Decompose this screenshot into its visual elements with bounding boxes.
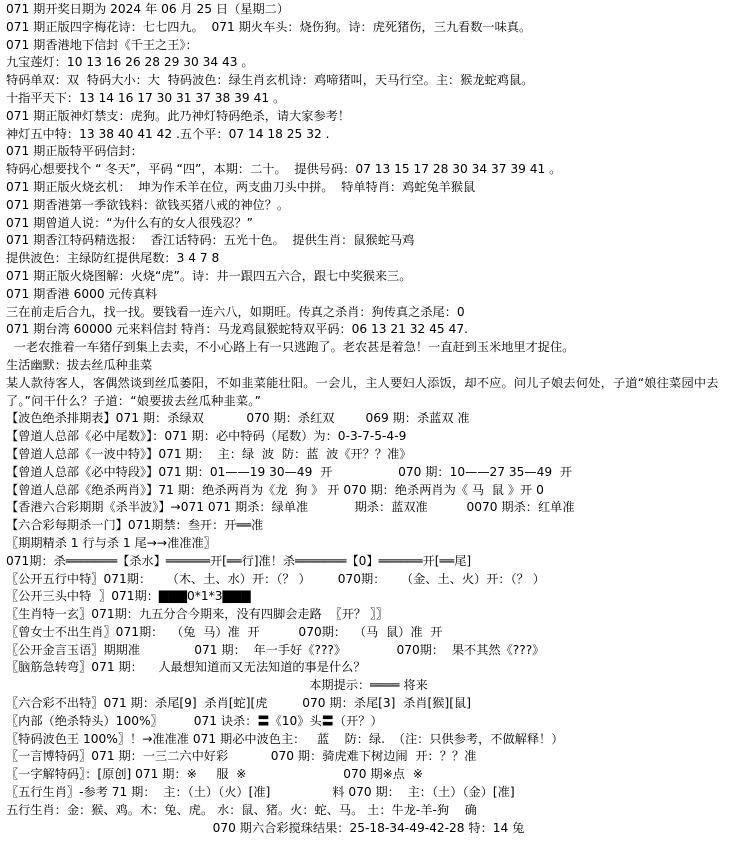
wave-king-line: 〖特码波色王 100%〗！→准准准 071 期必中波色主： 蓝 防：绿. （注：只供参考，不做解释！） <box>6 731 564 746</box>
kill-one-gate-line: 【六合彩每期杀一门】071期禁：叁开：开══准 <box>6 518 264 533</box>
kill-row-tail-line: 〖期期精杀 1 行与杀 1 尾→→准准准〗 <box>6 535 216 550</box>
five-elements-line: 〖公开五行中特〗071期： （木、土、水）开：（？ ） 070期： （金、土、火）开：（？ ） <box>6 571 545 586</box>
golden-words-line: 〖公开金言玉语〗期期准 071 期： 年一手好《???》 070期： 果不其然《???》 <box>6 642 545 657</box>
zeng-wave-line: 【曾道人总部《一波中特》】071 期： 主：绿 波 防：蓝 波《开？？准》 <box>6 446 412 461</box>
first-season-line: 071 期香港第一季欲钱料：欲钱买猪八戒的神位？。 <box>6 197 290 212</box>
kill-water-line: 071期：杀═══════【杀水】══════开[══行]准！杀═══════【0】══════开[══尾] <box>6 553 472 568</box>
xiangjiang-line: 071 期香江特码精选报： 香江话特码：五光十色。 提供生肖：鼠猴蛇马鸡 <box>6 233 415 248</box>
plum-poem-line: 071 期正版四字梅花诗：七七四九。 071 期火车头：烧伤狗。诗：虎死猪伤，三九看数一味真。 <box>6 19 532 34</box>
three-heads-line: 〖公开三头中特 〗071期：▇▇▇0*1*3▇▇▇ <box>6 589 251 604</box>
fire-mystery-line: 071 期正版火烧玄机： 坤为作禾羊在位，两支曲刀头中拼。 特单特肖：鸡蛇兔羊猴鼠 <box>6 179 476 194</box>
humor-title-line: 生活幽默：拔去丝瓜种韭菜 <box>6 357 153 372</box>
fax-content-line: 三在前走后合九，找一找。要钱看一连六八，如期旺。传真之杀肖：狗传真之杀尾：0 <box>6 304 465 319</box>
zeng-segment-line: 【曾道人总部《必中特段》】071 期：01——19 30—49 开 070 期：10——27 35—49 开 <box>6 464 573 479</box>
draw-date-line: 071 期开奖日期为 2024 年 06 月 25 日（星期二） <box>6 2 290 16</box>
nine-lotus-line: 九宝莲灯：10 13 16 26 28 29 30 34 43 。 <box>6 55 254 70</box>
no-special-line: 〖六合彩不出特〗071 期：杀尾[9] 杀肖[蛇][虎 070 期：杀尾[3] 杀肖[猴][鼠] <box>6 696 471 711</box>
hk-half-wave-line: 【香港六合彩期期《杀半波》】→071 071 期杀：绿单准 期杀：蓝双准 0070 期杀：红单准 <box>6 500 575 515</box>
five-zodiac-line: 〖五行生肖〗-参考 71 期： 主：（土）（火）[准] 料 070 期： 主：（土）（金）[准] <box>6 785 515 800</box>
farmer-story-line: 一老农推着一车猪仔到集上去卖，不小心路上有一只逃跑了。老农甚是着急！一直赶到玉米地里才捉住。 <box>6 340 575 355</box>
flat-code-envelope-title: 071 期正版特平码信封： <box>6 144 143 159</box>
lamp-ban-line: 071 期正版神灯禁支：虎狗。此乃神灯特码绝杀，请大家参考！ <box>6 108 351 123</box>
winter-code-line: 特码心想要找个 “ 冬天”，平码 “四”，本期：二十。 提供号码：07 13 15 17 28 30 34 37 39 41 。 <box>6 162 562 177</box>
zodiac-elements-line: 五行生肖：金：猴、鸡。木：兔、虎。 水：鼠、猪。火：蛇、马。 土：牛龙-羊-狗 确 <box>6 802 477 817</box>
internal-kill-line: 〖内部（绝杀特头）100%〗 071 诀杀：〓《10》头〓（开？） <box>6 713 383 728</box>
fax-title-line: 071 期香港 6000 元传真料 <box>6 286 158 301</box>
hint-line: 本期提示：════ 将来 <box>309 678 428 693</box>
wave-color-line: 提供波色：主绿防红提供尾数：3 4 7 8 <box>6 251 220 266</box>
zeng-tail-line: 【曾道人总部《必中尾数》】：071 期：必中特码（尾数）为：0-3-7-5-4-9 <box>6 429 407 444</box>
zeng-kill-two-line: 【曾道人总部《绝杀两肖》】71 期：绝杀两肖为《龙 狗 》 开 070 期：绝杀两肖为《 马 鼠 》开 0 <box>6 482 544 497</box>
humor-story-paragraph: 某人款待客人，客偶然谈到丝瓜萎阳，不如韭菜能壮阳。一会儿，主人要妇人添饭，却不应。问儿子娘去何处，子道“娘往菜园中去了。”问干什么？子道：“娘要拔去丝瓜种韭菜。” <box>6 375 719 408</box>
brain-teaser-line: 〖脑筋急转弯〗071 期： 人最想知道而又无法知道的事是什么？ <box>6 660 366 675</box>
odd-even-line: 特码单双：双 特码大小：大 特码波色：绿生肖玄机诗：鸡啼猪叫，天马行空。主：猴龙蛇鸡鼠。 <box>6 73 534 88</box>
ten-fingers-line: 十指平天下：13 14 16 17 30 31 37 38 39 41 。 <box>6 90 286 105</box>
zeng-says-line: 071 期曾道人说：“为什么有的女人很残忍？” <box>6 215 253 230</box>
hk-envelope-title: 071 期香港地下信封《千王之王》： <box>6 37 198 52</box>
one-word-line: 〖一言博特码〗071 期：一三二六中好彩 070 期：骑虎难下树边闹 开：？？准 <box>6 749 477 764</box>
fire-diagram-line: 071 期正版火烧图解：火烧“虎”。诗：井一跟四五六合，跟七中奖猴来三。 <box>6 268 412 283</box>
ms-zodiac-line: 〖曾女士不出生肖〗071期： （兔 马）准 开 070期： （马 鼠）准 开 <box>6 624 443 639</box>
taiwan-envelope-line: 071 期台湾 60000 元来料信封 特肖：马龙鸡鼠猴蛇特双平码：06 13 21 32 45 47. <box>6 322 468 337</box>
zodiac-mystery-line: 〖生肖特一玄〗071期：九五分合今期来，没有四脚会走路 〖开？ 〗〗 <box>6 607 389 622</box>
wave-kill-line: 【波色绝杀排期表】071 期：杀绿双 070 期：杀红双 069 期：杀蓝双 准 <box>6 411 470 426</box>
lamp-five-line: 神灯五中特：13 38 40 41 42 .五个平：07 14 18 25 32 . <box>6 126 330 141</box>
draw-result-line: 070 期六合彩搅珠结果：25-18-34-49-42-28 特：14 兔 <box>212 820 525 835</box>
one-char-line: 〖一字解特码〗：[原创] 071 期：※ 服 ※ 070 期※点 ※ <box>6 767 423 782</box>
